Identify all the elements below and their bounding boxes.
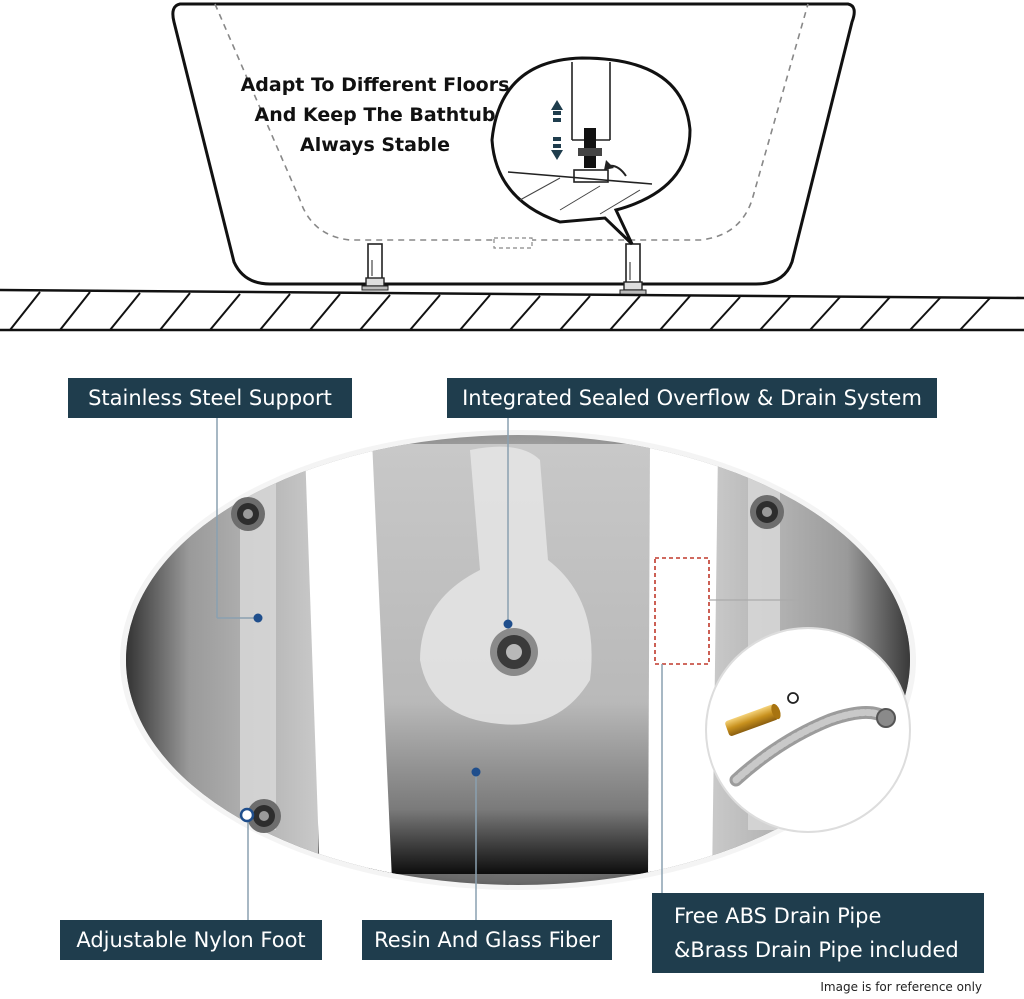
reference-footnote: Image is for reference only xyxy=(820,980,982,994)
drain-outlet xyxy=(490,628,538,676)
top-caption-line-3: Always Stable xyxy=(300,134,450,156)
callout-drain-pipe-line-2: &Brass Drain Pipe included xyxy=(674,938,959,962)
floor-hatch xyxy=(0,290,1024,330)
callout-overflow-drain: Integrated Sealed Overflow & Drain System xyxy=(447,378,937,418)
top-caption-line-1: Adapt To Different Floors xyxy=(240,74,510,96)
top-caption-line-2: And Keep The Bathtub xyxy=(254,104,496,126)
top-right-foot-pad xyxy=(750,495,784,529)
top-left-foot-pad xyxy=(231,497,265,531)
callout-drain-pipe xyxy=(652,893,984,973)
callout-stainless-steel-support: Stainless Steel Support xyxy=(68,378,352,418)
top-caption xyxy=(220,70,530,160)
drain-pipe-inset xyxy=(706,628,910,832)
callout-adjustable-nylon-foot: Adjustable Nylon Foot xyxy=(60,920,322,960)
callout-resin-glass-fiber: Resin And Glass Fiber xyxy=(362,920,612,960)
callout-drain-pipe-line-1: Free ABS Drain Pipe xyxy=(674,904,882,928)
